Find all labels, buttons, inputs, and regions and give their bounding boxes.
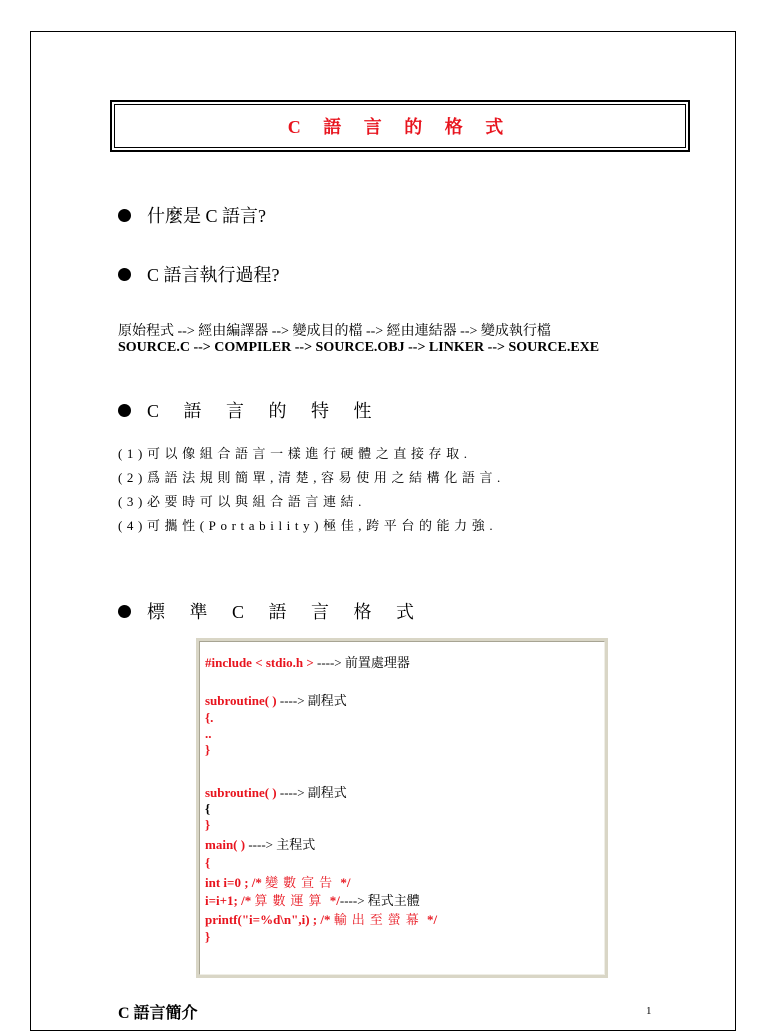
code-line: {. xyxy=(205,710,214,725)
bullet-icon xyxy=(118,404,131,417)
code-line: #include < stdio.h > ----> 前置處理器 xyxy=(205,655,410,670)
code-line: i=i+1; /* 算數運算 */----> 程式主體 xyxy=(205,893,420,908)
page-number: 1 xyxy=(646,1005,652,1017)
heading-execution-process xyxy=(118,261,280,287)
code-line: printf("i=%d\n",i) ; /* 輸出至螢幕 */ xyxy=(205,912,438,927)
code-example-box xyxy=(196,638,608,978)
code-line: subroutine( ) ----> 副程式 xyxy=(205,693,347,708)
code-line: } xyxy=(205,742,211,757)
process-chinese: 原始程式 --> 經由編譯器 --> 變成目的檔 --> 經由連結器 --> 變成執行檔 xyxy=(118,324,551,339)
heading-features-text: C 語 言 的 特 性 xyxy=(147,401,382,421)
footer-title: C 語言簡介 xyxy=(118,1005,198,1022)
code-line: subroutine( ) ----> 副程式 xyxy=(205,785,347,800)
code-line: } xyxy=(205,817,211,832)
bullet-icon xyxy=(118,268,131,281)
heading-standard-format xyxy=(118,598,424,624)
feature-item: (1)可以像組合語言一樣進行硬體之直接存取. xyxy=(118,446,472,461)
feature-item: (2)爲語法規則簡單,清楚,容易使用之結構化語言. xyxy=(118,470,505,485)
process-english: SOURCE.C --> COMPILER --> SOURCE.OBJ --> LINKER --> SOURCE.EXE xyxy=(118,340,600,355)
code-line: { xyxy=(205,801,211,816)
code-line: { xyxy=(205,855,211,870)
code-line: main( ) ----> 主程式 xyxy=(205,837,316,852)
heading-execution-process-text: C 語言執行過程? xyxy=(147,265,280,285)
heading-what-is-c xyxy=(118,202,266,228)
bullet-icon xyxy=(118,209,131,222)
feature-item: (3)必要時可以與組合語言連結. xyxy=(118,494,367,509)
heading-what-is-c-text: 什麼是 C 語言? xyxy=(147,206,266,226)
page-title: C 語 言 的 格 式 xyxy=(287,117,513,137)
bullet-icon xyxy=(118,605,131,618)
code-line: } xyxy=(205,929,211,944)
code-line: int i=0 ; /* 變數宣告 */ xyxy=(205,875,351,890)
code-example-inner xyxy=(199,641,605,975)
heading-features xyxy=(118,397,382,423)
title-box xyxy=(110,100,690,152)
code-line: .. xyxy=(205,726,212,741)
heading-standard-format-text: 標 準 C 語 言 格 式 xyxy=(147,602,425,622)
feature-item: (4)可攜性(Portability)極佳,跨平台的能力強. xyxy=(118,518,498,533)
